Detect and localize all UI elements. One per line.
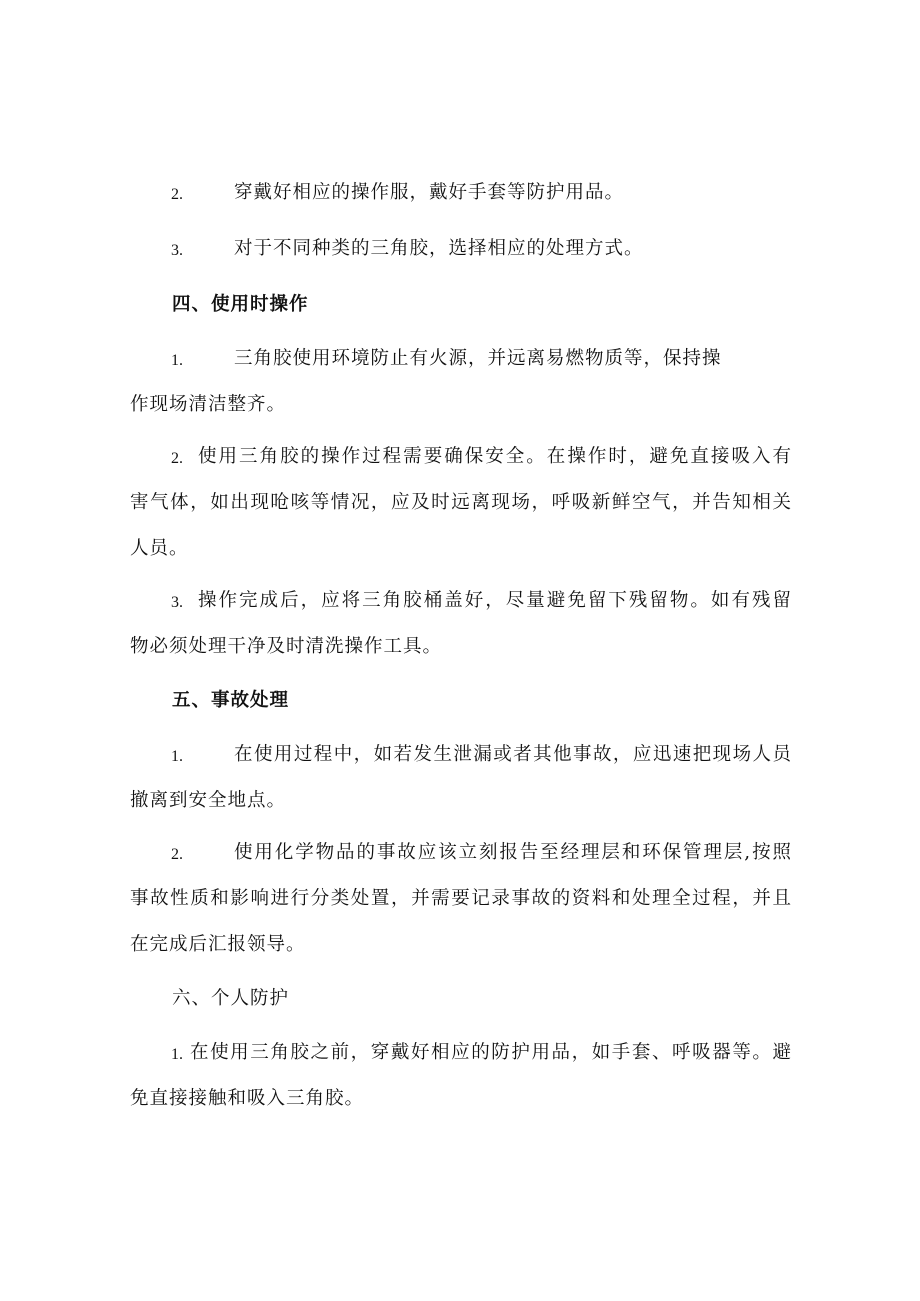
- list-item-text: 操作完成后，应将三角胶桶盖好，尽量避免留下残留物。如有残留: [198, 590, 792, 611]
- list-item-text: 在使用三角胶之前，穿戴好相应的防护用品，如手套、呼吸器等。避: [190, 1042, 792, 1063]
- list-item-text: 对于不同种类的三角胶，选择相应的处理方式。: [234, 238, 644, 259]
- list-number: 2.: [171, 186, 183, 203]
- section-heading: 六、个人防护: [172, 988, 290, 1009]
- list-item-text-cont: 物必须处理干净及时清洗操作工具。: [130, 636, 443, 657]
- list-number: 2.: [171, 846, 183, 863]
- list-item-text: 三角胶使用环境防止有火源，并远离易燃物质等，保持操: [234, 348, 722, 369]
- list-number: 2.: [171, 450, 183, 467]
- list-number: 1.: [171, 748, 183, 765]
- list-item-text-cont: 作现场清洁整齐。: [130, 394, 287, 415]
- list-item-text: 在使用过程中，如若发生泄漏或者其他事故，应迅速把现场人员: [234, 744, 792, 765]
- list-number: 1.: [171, 1046, 183, 1063]
- list-number: 3.: [171, 242, 183, 259]
- list-item-text-cont: 撤离到安全地点。: [130, 790, 287, 811]
- list-item-text-cont: 在完成后汇报领导。: [130, 934, 306, 955]
- section-heading: 四、使用时操作: [172, 294, 309, 315]
- section-heading: 五、事故处理: [172, 690, 290, 711]
- list-item-text: 使用化学物品的事故应该立刻报告至经理层和环保管理层,按照: [234, 842, 792, 863]
- list-item-text-cont: 事故性质和影响进行分类处置，并需要记录事故的资料和处理全过程，并且: [130, 888, 792, 909]
- list-number: 1.: [171, 352, 183, 369]
- list-item-text-cont: 免直接接触和吸入三角胶。: [130, 1088, 365, 1109]
- list-item-text-cont: 人员。: [130, 538, 189, 559]
- list-item-text-cont: 害气体，如出现呛咳等情况，应及时远离现场，呼吸新鲜空气，并告知相关: [130, 492, 792, 513]
- list-number: 3.: [171, 594, 183, 611]
- list-item-text: 穿戴好相应的操作服，戴好手套等防护用品。: [234, 182, 625, 203]
- list-item-text: 使用三角胶的操作过程需要确保安全。在操作时，避免直接吸入有: [198, 446, 792, 467]
